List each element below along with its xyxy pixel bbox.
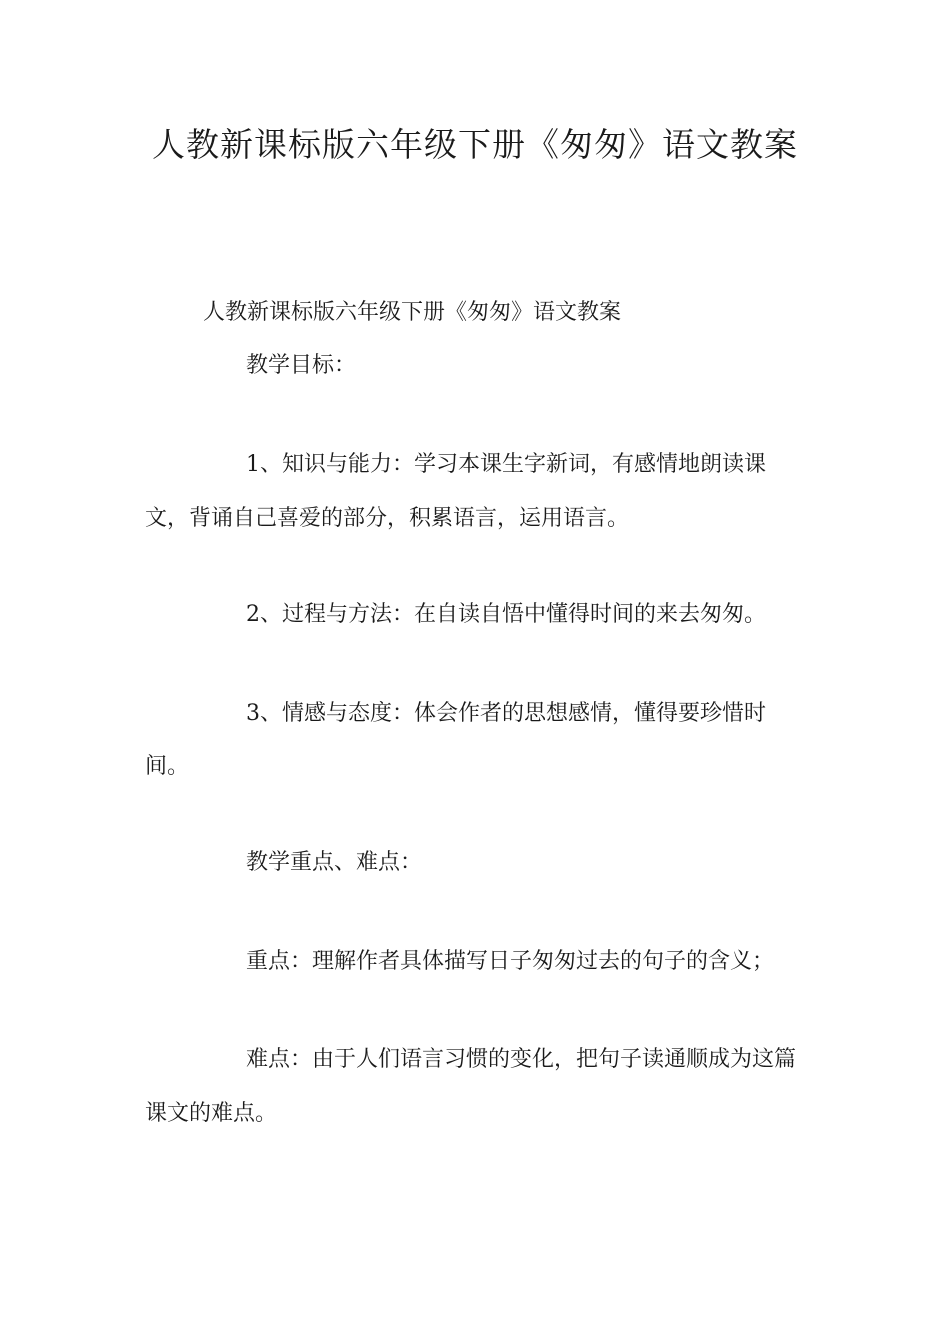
difficulty-line-2: 课文的难点。 (145, 1101, 278, 1126)
key-points-heading: 教学重点、难点： (246, 850, 423, 875)
goals-heading: 教学目标： (246, 353, 357, 378)
document-subtitle: 人教新课标版六年级下册《匆匆》语文教案 (203, 300, 622, 325)
goal-3-line-2: 间。 (145, 754, 190, 779)
key-point: 重点：理解作者具体描写日子匆匆过去的句子的含义； (246, 949, 775, 974)
goal-3-line-1: 3、情感与态度：体会作者的思想感情，懂得要珍惜时 (246, 701, 766, 726)
goal-1-line-1: 1、知识与能力：学习本课生字新词，有感情地朗读课 (246, 452, 766, 477)
difficulty-line-1: 难点：由于人们语言习惯的变化，把句子读通顺成为这篇 (246, 1047, 797, 1072)
goal-1-line-2: 文，背诵自己喜爱的部分，积累语言，运用语言。 (145, 506, 630, 531)
goal-2: 2、过程与方法：在自读自悟中懂得时间的来去匆匆。 (246, 602, 766, 627)
document-title: 人教新课标版六年级下册《匆匆》语文教案 (152, 125, 798, 164)
